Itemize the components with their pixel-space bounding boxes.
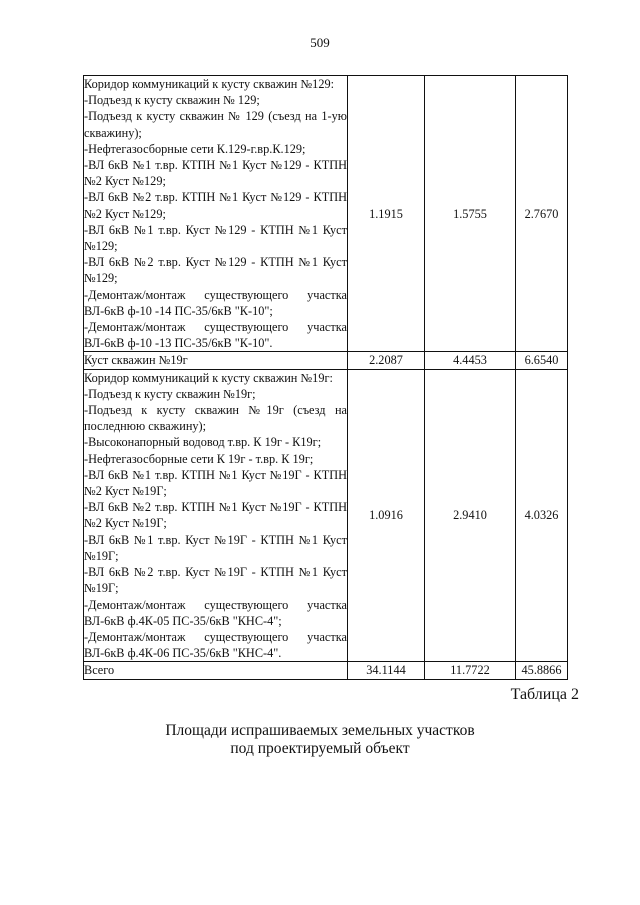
area-value-1: 2.2087	[348, 352, 425, 369]
description-line: -ВЛ 6кВ №1 т.вр. Куст №19Г - КТПН №1 Куст №19Г;	[84, 532, 347, 563]
table-body	[84, 76, 568, 680]
description-line: Всего	[84, 663, 115, 678]
row-description	[84, 662, 348, 679]
description-line: -Подъезд к кусту скважин №19г;	[84, 386, 256, 401]
table-row	[84, 369, 568, 662]
table-row	[84, 352, 568, 369]
description-line: -Демонтаж/монтаж существующего участка ВЛ-6кВ ф.4К-06 ПС-35/6кВ "КНС-4".	[84, 629, 347, 661]
description-line: -ВЛ 6кВ №2 т.вр. Куст №19Г - КТПН №1 Куст №19Г;	[84, 565, 347, 596]
description-line: -Нефтегазосборные сети К 19г - т.вр. К 19г;	[84, 451, 314, 466]
area-value-2: 1.5755	[425, 76, 516, 352]
land-area-table	[83, 75, 568, 680]
area-value-2: 4.4453	[425, 352, 516, 369]
description-line: -ВЛ 6кВ №1 т.вр. КТПН №1 Куст №19Г - КТПН №2 Куст №19Г;	[84, 467, 347, 499]
description-line: -Подъезд к кусту скважин № 129 (съезд на 1-ую скважину);	[84, 109, 347, 140]
description-line: -ВЛ 6кВ №1 т.вр. Куст №129 - КТПН №1 Куст №129;	[84, 222, 347, 254]
area-value-2: 2.9410	[425, 369, 516, 662]
table-title-line: под проектируемый объект	[230, 740, 410, 757]
row-description	[84, 76, 348, 352]
area-value-1: 1.0916	[348, 369, 425, 662]
description-line: -ВЛ 6кВ №2 т.вр. КТПН №1 Куст №129 - КТПН №2 Куст №129;	[84, 190, 347, 221]
description-line: -ВЛ 6кВ №2 т.вр. Куст №129 - КТПН №1 Куст №129;	[84, 255, 347, 286]
table-title-line: Площади испрашиваемых земельных участков	[165, 722, 475, 739]
description-line: -Демонтаж/монтаж существующего участка ВЛ-6кВ ф-10 -14 ПС-35/6кВ "К-10";	[84, 287, 347, 318]
area-value-3: 6.6540	[516, 352, 568, 369]
area-value-1: 34.1144	[348, 662, 425, 679]
page-number: 509	[310, 35, 330, 50]
description-line: -ВЛ 6кВ №1 т.вр. КТПН №1 Куст №129 - КТПН №2 Куст №129;	[84, 158, 347, 189]
area-value-3: 45.8866	[516, 662, 568, 679]
area-value-1: 1.1915	[348, 76, 425, 352]
description-line: Куст скважин №19г	[84, 353, 188, 368]
description-line: -Демонтаж/монтаж существующего участка ВЛ-6кВ ф.4К-05 ПС-35/6кВ "КНС-4";	[84, 597, 347, 628]
table-row	[84, 662, 568, 679]
table-title	[0, 722, 640, 758]
table-caption: Таблица 2	[510, 686, 579, 703]
description-line: -Высоконапорный водовод т.вр. К 19г - К19г;	[84, 435, 322, 450]
description-line: -ВЛ 6кВ №2 т.вр. КТПН №1 Куст №19Г - КТПН №2 Куст №19Г;	[84, 500, 347, 531]
description-line: -Нефтегазосборные сети К.129-г.вр.К.129;	[84, 141, 306, 156]
description-line: Коридор коммуникаций к кусту скважин №19г:	[84, 370, 333, 385]
row-description	[84, 369, 348, 662]
description-line: -Подъезд к кусту скважин № 129;	[84, 93, 260, 108]
description-line: -Демонтаж/монтаж существующего участка ВЛ-6кВ ф-10 -13 ПС-35/6кВ "К-10".	[84, 320, 347, 351]
area-value-2: 11.7722	[425, 662, 516, 679]
area-value-3: 2.7670	[516, 76, 568, 352]
row-description	[84, 352, 348, 369]
description-line: -Подъезд к кусту скважин №19г (съезд на последнюю скважину);	[84, 403, 347, 434]
description-line: Коридор коммуникаций к кусту скважин №129:	[84, 77, 335, 91]
area-value-3: 4.0326	[516, 369, 568, 662]
table-row	[84, 76, 568, 352]
